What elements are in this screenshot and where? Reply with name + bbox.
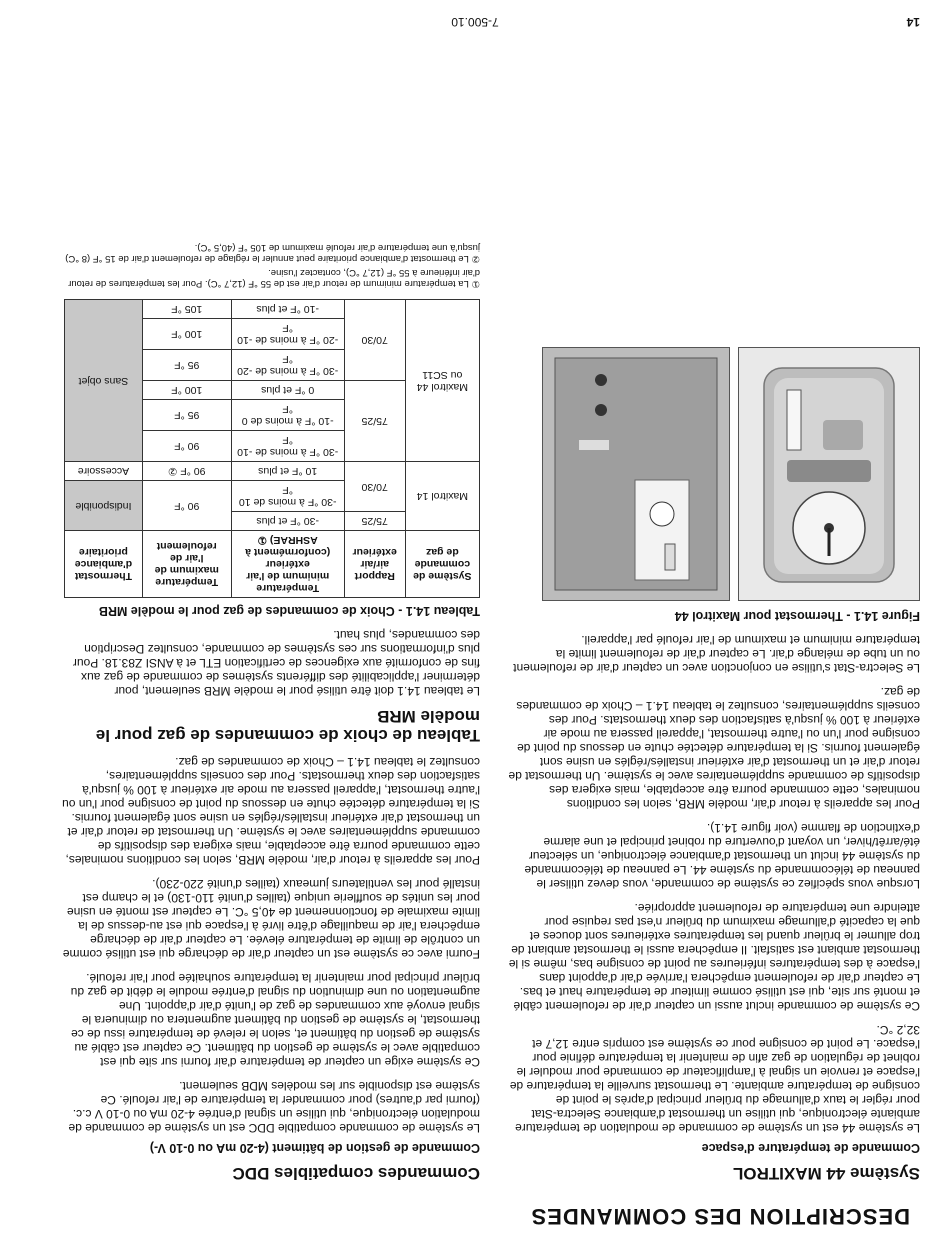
table-header: Thermostat d'ambiance prioritaire [65,531,143,598]
paragraph: Pour les appareils à retour d'air, modèle MRB, selon les conditions nominales, cette commande pourra être acceptable, mais exigera des dispositifs de commande supplémentaires avec le système. Un thermostat de retour d'air et un thermostat d'air extérieur installés/réglés en usine sont également fournis. Si la température détectée chute en dessous du point de consigne pour l'un ou l'autre thermostat, l'appareil passera au mode air extérieur à 100 % jusqu'à satisfaction des deux thermostats. Pour des conseils supplémentaires, consultez le tableau 14.1 – Choix de commandes de gaz. [62,755,480,868]
footnote: ② Le thermostat d'ambiance prioritaire peut annuler le réglage de refoulement d'air de 15 °F (8 °C) jusqu'à une température d'air refoulé maximum de 105 °F (40,5 °C). [65,242,480,265]
table-footnotes [64,242,480,289]
table-cell: 70/30 [344,462,405,512]
table-cell: -30 °F à moins de 10 °F [231,481,344,512]
right-column [62,239,480,1183]
table-cell: -10 °F à moins de 0 °F [231,400,344,431]
table-cell: Indisponible [65,481,143,531]
table-cell: -30 °F à moins de -20 °F [231,350,344,381]
gas-control-selection-table [64,299,480,598]
table-cell: Sans objet [65,300,143,462]
page-footer [30,11,920,29]
paragraph: Le Selectra-Stat s'utilise en conjonction avec un capteur d'air de refoulement ou un tube de mélange d'air. Le capteur d'air de refoulement limite la température minimum et maximum de l'air refoulé par l'appareil. [513,633,920,676]
figure-caption: Figure 14.1 - Thermostat pour Maxitrol 44 [674,609,920,624]
bms-subtitle: Commande de gestion de bâtiment (4-20 mA ou 0-10 V-) [149,1141,480,1156]
table-cell: 90 °F [142,481,231,531]
ddc-section-title: Commandes compatibles DDC [232,1164,480,1183]
table-intro-paragraph: Le tableau 14.1 doit être utilisé pour le modèle MRB seulement, pour déterminer l'applicabilité des différents systèmes de commande de gaz aux fins de conformité aux exigences de certification ETL et à ANSI Z83.18. Pour plus d'informations sur ces systèmes de commande, consultez Description des commandes, plus haut. [72,628,480,699]
table-cell: Accessoire [65,462,143,481]
table-header: Température minimum de l'air extérieur (conformément à ASHRAE) ① [231,531,344,598]
table-cell: 105 °F [142,300,231,319]
table-cell: 75/25 [344,381,405,462]
table-cell: 90 °F ② [142,462,231,481]
remote-control-panel-illustration [543,348,729,600]
page-number: 14 [906,15,920,29]
table-cell: 75/25 [344,512,405,531]
paragraph: Pour les appareils à retour d'air, modèle MRB, selon les conditions nominales, cette commande pourra être acceptable, mais exigera des dispositifs de commande supplémentaires avec le système. Un thermostat de retour d'air et un thermostat d'air extérieur installés/réglés en usine sont également fournis. Si la température détectée chute en dessous du point de consigne pour l'un ou l'autre thermostat, l'appareil passera au mode air extérieur à 100 % jusqu'à satisfaction des deux thermostats. Pour des conseils supplémentaires, consultez le tableau 14.1 – Choix de commandes de gaz. [508,685,920,812]
table-row [65,431,480,462]
paragraph: Ce système exige un capteur de température d'air fourni sur site qui est compatible avec le système de gestion du bâtiment. Ce capteur est câblé au système de gestion du bâtiment et, selon le relevé de température issu de ce thermostat, le système de gestion du bâtiment augmentera ou diminuera le signal envoyé aux commandes de gaz de l'unité d'air d'appoint. Une augmentation ou une diminution du signal d'entrée module le débit de gaz du brûleur principal pour maintenir la température souhaitée pour l'air refoulé. [70,971,480,1070]
table-header: Rapport air/air extérieur [344,531,405,598]
table-caption: Tableau 14.1 - Choix de commandes de gaz pour le modèle MRB [98,604,480,619]
table-cell: Maxitrol 44 ou SC11 [405,300,479,462]
remote-panel-photo [542,347,730,601]
page-title: DESCRIPTION DES COMMANDES [530,1204,910,1229]
table-cell: -30 °F à moins de -10 °F [231,431,344,462]
paragraph: Lorsque vous spécifiez ce système de commande, vous devez utiliser le panneau de télécommande du système 44. Le panneau de télécommande du système 44 inclut un thermostat d'ambiance électronique, un sélecteur été/arrêt/hiver, un voyant d'ouverture du robinet principal et une alarme d'extinction de flamme (voir figure 14.1). [524,821,920,892]
space-temperature-subtitle: Commande de température d'espace [701,1141,920,1156]
table-cell: 100 °F [142,381,231,400]
paragraph: Le système de commande compatible DDC est un système de commande de modulation électronique, qui utilise un signal d'entrée 4-20 mA ou 0-10 V c.c. (fourni par d'autres) pour commander la température de l'air refoulé. Ce système est disponible sur les modèles MDB seulement. [68,1079,480,1136]
paragraph: Ce système de commande inclut aussi un capteur d'air de refoulement câblé et monté sur site, qui est utilisé comme limiteur de température haut et bas. Le capteur d'air de refoulement empêchera l'arrivée d'air d'appoint dans l'espace à des températures inférieures au point de consigne bas, même si le thermostat ambiant est satisfait. Il empêchera aussi le thermostat ambiant de trop allumer le brûleur quand les températures extérieures sont douces et que la capacité d'allumage maximum du brûleur n'est pas requise pour atteindre une température de refoulement appropriée. [508,901,920,1014]
table-row [65,512,480,531]
selectra-stat-thermostat-illustration [739,348,919,600]
table-section-title: Tableau de choix de commandes de gaz pour le modèle MRB [95,706,480,746]
figure-14-1 [508,341,920,601]
table-cell: 90 °F [142,431,231,462]
table-cell: -10 °F et plus [231,300,344,319]
table-cell: 100 °F [142,319,231,350]
thermostat-photo [738,347,920,601]
table-cell: Maxitrol 14 [405,462,479,531]
table-cell: 70/30 [344,300,405,381]
table-header: Température maximum de l'air de refoulement [142,531,231,598]
document-code: 7-500.10 [451,15,499,29]
table-cell: -30 °F et plus [231,512,344,531]
table-header: Système de commande de gaz [405,531,479,598]
table-cell: 95 °F [142,400,231,431]
table-cell: 0 °F et plus [231,381,344,400]
table-cell: 95 °F [142,350,231,381]
footnote: ① La température minimum de retour d'air est de 55 °F (12,7 °C). Pour les températures de retour d'air inférieure à 55 °F (12,7 °C), contactez l'usine. [68,267,480,290]
table-header-row [65,531,480,598]
paragraph: Le système 44 est un système de commande de modulation de température ambiante électronique, qui utilise un thermostat d'ambiance Selectra-Stat pour régler le taux d'allumage du brûleur principal d'après le point de consigne de température ambiante. Le thermostat surveille la température de l'espace et renvoie un signal à l'amplificateur de commande pour moduler le robinet de régulation de gaz afin de maintenir la température définie pour l'espace. Le point de consigne pour ce système est compris entre 12,7 et 32,2 °C. [509,1023,920,1136]
table-cell: 10 °F et plus [231,462,344,481]
maxitrol-section-title: Système 44 MAXITROL [732,1164,920,1183]
table-cell: -20 °F à moins de -10 °F [231,319,344,350]
left-column [508,341,920,1183]
paragraph: Fourni avec ce système est un capteur d'air de décharge qui est utilisé comme un contrôle de limite de température élevée. Le capteur d'air de décharge empêchera l'air de maquillage d'être livré à l'espace qui est au-dessus de la limite maximale de fonctionnement de 40,5 °C. Le capteur est monté en usine pour les unités de soufflerie unique (tailles d'unité 110-130) et le champ est installé pour les ventilateurs jumeaux (tailles d'unité 220-230). [62,877,480,962]
